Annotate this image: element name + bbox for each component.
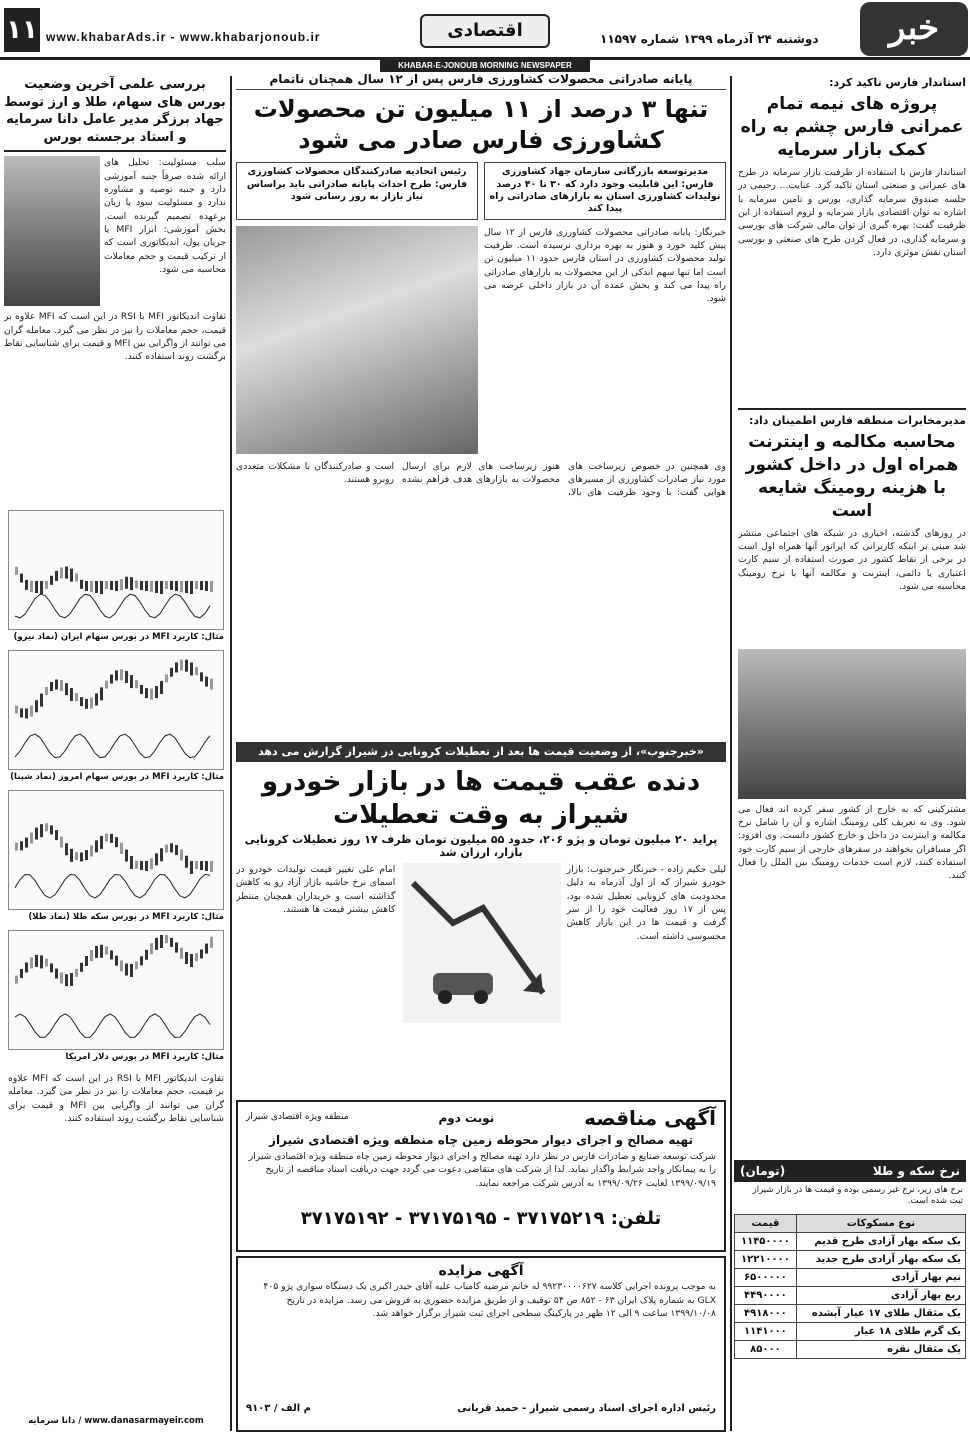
candle xyxy=(100,687,103,700)
candle xyxy=(200,672,203,681)
candle xyxy=(205,581,208,591)
issue-date: دوشنبه ۲۴ آذرماه ۱۳۹۹ شماره ۱۱۵۹۷ xyxy=(600,32,819,46)
table-row xyxy=(735,1341,966,1359)
tender-body: شرکت توسعه صنایع و صادرات فارس در نظر دارد تهیه مصالح و اجرای دیوار محوطه زمین چاه منطقه ویژه اقتصادی شیراز را به پیمانکار واجد شرایط واگذار نماید. لذا از شرکت های متقاضی دعوت می گردد جهت دریافت اسناد مناقصه از تاریخ ۱۳۹۹/۰۹/۱۹ لغایت ۱۳۹۹/۰۹/۲۶ به آدرس شرکت مراجعه نمایند. xyxy=(248,1151,716,1189)
table-title: نرخ سکه و طلا xyxy=(872,1164,960,1178)
article-body: استاندار فارس با استفاده از ظرفیت بازار سرمایه در طرح های عمرانی و صنعتی استان تاکید کرد. عنایت... رحیمی در جلسه صندوق سرمایه گذاری، بورس و تامین سرمایه با اشاره به توان اقتصادی بازار سرمایه و لزوم استفاده از این ظرفیت گفت: بهره گیری از توان مالی شرکت های بورسی و سرمایه گذاری، در فعال کردن طرح های صنعتی و بورسی استان نقش موثری دارد. xyxy=(738,166,966,258)
article-body: در روزهای گذشته، اخباری در شبکه های اجتماعی منتشر شد مبنی بر اینکه کاربرانی که اپراتور آنها همراه اول است در برخی از نقاط کشور در صورت استفاده از سیم کارت اعتباری یا دائمی، اینترنت و مکالمه آنها با نرخ رومینگ محاسبه می شود. xyxy=(738,527,966,592)
candle xyxy=(210,861,213,872)
candle xyxy=(105,833,108,841)
mfi-line xyxy=(15,874,210,898)
candle xyxy=(160,848,163,861)
candle xyxy=(160,681,163,694)
candle xyxy=(35,955,38,967)
coin-name: ربع بهار آزادی xyxy=(796,1287,965,1305)
candle xyxy=(95,946,98,958)
candle xyxy=(70,569,73,582)
candle xyxy=(160,581,163,594)
subheadline: رئیس اتحادیه صادرکنندگان محصولات کشاورزی فارس: طرح احداث پایانه صادراتی باید براساس نیاز بازار به روز رسانی شود xyxy=(236,162,478,219)
candle xyxy=(80,580,83,589)
candle xyxy=(65,843,68,855)
coin-price: ۱۱۴۵۰۰۰۰ xyxy=(735,1233,797,1251)
candle xyxy=(40,955,43,968)
auction-ad xyxy=(236,1256,726,1432)
column-divider xyxy=(730,76,732,1431)
candle xyxy=(205,861,208,871)
mfi-chart xyxy=(8,790,224,910)
candle xyxy=(195,581,198,589)
chart-caption: مثال: کاربرد MFI در بورس سهام امروز (نماد شپنا) xyxy=(10,772,224,782)
author-photo xyxy=(4,156,100,306)
auction-code: م الف / ۹۱۰۳ xyxy=(246,1403,311,1415)
table-row xyxy=(735,1305,966,1323)
phone-numbers[interactable]: ۳۷۱۷۵۲۱۹ - ۳۷۱۷۵۱۹۵ - ۳۷۱۷۵۱۹۲ xyxy=(300,1208,605,1229)
candle xyxy=(30,833,33,844)
candle xyxy=(150,858,153,869)
table-row xyxy=(735,1269,966,1287)
candle xyxy=(125,671,128,683)
candle xyxy=(85,956,88,966)
candle xyxy=(175,662,178,672)
candle xyxy=(185,581,188,593)
candle xyxy=(180,660,183,671)
article-body: خبرنگار: پایانه صادراتی محصولات کشاورزی فارس از ۱۲ سال پیش کلید خورد و هنوز به بهره برداری نرسیده است. ظرفیت تولید محصولات کشاورزی در استان فارس حدود ۱۱ میلیون تن است اما تنها سهم اندکی از این محصولات به بازارهای صادراتی راه پیدا می کند و بخش عمده آن در بازار داخلی عرضه می شود. xyxy=(484,226,726,305)
candle xyxy=(190,861,193,874)
candle xyxy=(145,688,148,698)
subheadline: مدیرتوسعه بازرگانی سازمان جهاد کشاورزی فارس: این قابلیت وجود دارد که ۳۰ تا ۴۰ درصد تولیدات کشاورزی استان به بازارهای صادراتی راه پیدا کند xyxy=(484,162,726,219)
coin-price: ۸۵۰۰۰ xyxy=(735,1341,797,1359)
tender-round: نوبت دوم xyxy=(438,1111,495,1125)
candle xyxy=(175,943,178,953)
candle xyxy=(55,830,58,840)
coin-name: نیم بهار آزادی xyxy=(796,1269,965,1287)
article-body: تفاوت اندیکاتور MFI با RSI در این است که MFI علاوه بر قیمت، حجم معاملات را نیز در نظر می گیرد. معامله گران می توانند از واگرایی بین MFI و قیمت برای شناسایی نقاط برگشت روند استفاده کنند. xyxy=(4,311,226,363)
candle xyxy=(135,961,138,969)
candle xyxy=(190,954,193,967)
chart-caption: مثال: کاربرد MFI در بورس سکه طلا (نماد طلا) xyxy=(28,912,224,922)
auction-title: آگهی مزایده xyxy=(438,1263,524,1279)
candle xyxy=(85,850,88,860)
candle xyxy=(140,956,143,965)
newspaper-logo: خبر xyxy=(860,2,968,56)
chart-caption: مثال: کاربرد MFI در بورس دلار امریکا xyxy=(65,1052,224,1062)
candle xyxy=(100,945,103,958)
coin-name: یک سکه بهار آزادی طرح جدید xyxy=(796,1251,965,1269)
candle xyxy=(200,861,203,870)
masthead xyxy=(0,0,970,60)
candle xyxy=(185,856,188,868)
english-subtitle: KHABAR-E-JONOUB MORNING NEWSPAPER xyxy=(380,60,590,72)
candle xyxy=(155,938,158,950)
candle xyxy=(65,974,68,986)
mfi-chart xyxy=(8,510,224,630)
article-headline: پروژه های نیمه تمام عمرانی فارس چشم به راه کمک بازار سرمایه xyxy=(740,94,964,160)
candle xyxy=(210,937,213,948)
coin-name: یک مثقال طلای ۱۷ عیار آبشده xyxy=(796,1305,965,1323)
candle xyxy=(130,964,133,977)
candle xyxy=(95,581,98,593)
candle xyxy=(25,708,28,718)
candle xyxy=(205,677,208,687)
article-body: سلب مسئولیت: تحلیل های ارائه شده صرفاً جنبه آموزشی دارد و جنبه توصیه و مشاوره ندارد و مسئولیت سود یا زیان برعهده تصمیم گیرنده است. بخش آموزشی: ابزار MFI یا جریان پول، اندیکاتوری است که از ترکیب قیمت و حجم معاملات محاسبه می شود. xyxy=(104,157,226,275)
candle xyxy=(90,950,93,961)
candle xyxy=(75,852,78,860)
candle xyxy=(15,706,18,714)
candle xyxy=(60,680,63,691)
candle xyxy=(190,663,193,676)
candle xyxy=(180,581,183,592)
article-headline: تنها ۳ درصد از ۱۱ میلیون تن محصولات کشاورزی فارس صادر می شود xyxy=(253,95,709,155)
candle xyxy=(145,861,148,871)
candle xyxy=(70,973,73,986)
mfi-line xyxy=(15,734,210,758)
candle xyxy=(110,950,113,959)
candle xyxy=(185,660,188,672)
candle xyxy=(70,849,73,862)
candle xyxy=(25,580,28,590)
candle xyxy=(110,675,113,684)
candle xyxy=(165,935,168,943)
candle xyxy=(20,574,23,583)
auction-body: به موجب پرونده اجرایی کلاسه ۹۹۲۳۰۰۰۰۶۲۷ له خانم مرضیه کامیاب علیه آقای حیدر اکبری یک دستگاه سواری پژو ۴۰۵ GLX به شماره پلاک ایران ۶۳ - ۸۵۲ ص ۵۴ توقیف و از طریق مزایده حضوری به فروش می رسد. مزایده در تاریخ ۱۳۹۹/۱۰/۰۸ ساعت ۹ الی ۱۲ ظهر در پارکینگ سطحی اجرای ثبت شیراز برگزار خواهد شد. xyxy=(263,1281,716,1319)
candle xyxy=(55,680,58,690)
candle xyxy=(180,849,183,860)
candle xyxy=(90,581,93,592)
candle xyxy=(80,963,83,972)
candle xyxy=(60,567,63,578)
candle xyxy=(40,694,43,707)
candle xyxy=(35,700,38,712)
candle xyxy=(100,581,103,594)
candle xyxy=(100,836,103,849)
candle xyxy=(80,697,83,706)
website-url[interactable]: www.khabarAds.ir - www.khabarjonoub.ir xyxy=(46,30,321,44)
candle xyxy=(60,973,63,984)
mfi-chart xyxy=(8,930,224,1050)
candle xyxy=(135,680,138,688)
mfi-chart xyxy=(8,650,224,770)
mfi-line xyxy=(15,594,210,618)
tender-title: آگهی مناقصه xyxy=(584,1106,716,1130)
candle xyxy=(115,671,118,681)
candle xyxy=(30,706,33,717)
page-number: ۱۱ xyxy=(4,8,40,52)
article-body: امام علی تغییر قیمت تولیدات خودرو در اسمای نرخ حاشیه بازار آزاد رو به کاهش گذاشته است و خریداران همچنان منتظر کاهش بیشتر قیمت ها هستند. xyxy=(236,864,396,916)
candle xyxy=(115,837,118,847)
coin-name: یک گرم طلای ۱۸ عیار xyxy=(796,1323,965,1341)
candle xyxy=(35,828,38,840)
candle xyxy=(135,580,138,588)
price-drop-icon xyxy=(403,863,561,1023)
table-row xyxy=(735,1287,966,1305)
coin-price: ۱۱۴۱۰۰۰ xyxy=(735,1323,797,1341)
candle xyxy=(165,845,168,853)
candle xyxy=(65,567,68,579)
candle xyxy=(110,834,113,843)
candle xyxy=(175,845,178,855)
candle xyxy=(45,687,48,695)
candle xyxy=(50,963,53,972)
candle xyxy=(30,581,33,592)
candle xyxy=(200,581,203,590)
right-column xyxy=(738,76,966,1156)
candle xyxy=(105,681,108,689)
coin-price: ۱۲۲۱۰۰۰۰ xyxy=(735,1251,797,1269)
candle xyxy=(20,969,23,978)
table-row xyxy=(735,1233,966,1251)
candle xyxy=(65,683,68,695)
article-kicker: مدیرمخابرات منطقه فارس اطمینان داد: xyxy=(748,413,966,427)
candle xyxy=(45,959,48,967)
col-price: قیمت xyxy=(735,1215,797,1233)
article-kicker: استاندار فارس تاکید کرد: xyxy=(829,76,966,89)
candle xyxy=(120,579,123,590)
official-photo xyxy=(738,649,966,799)
tender-ad xyxy=(236,1100,726,1252)
candle xyxy=(110,581,113,590)
candle xyxy=(105,946,108,954)
candle xyxy=(170,843,173,852)
candle xyxy=(205,944,208,954)
candle xyxy=(25,838,28,848)
candle xyxy=(95,693,98,705)
candle xyxy=(25,962,28,972)
candle xyxy=(130,856,133,869)
candle xyxy=(15,567,18,575)
candle xyxy=(210,679,213,690)
candle xyxy=(130,577,133,590)
candle xyxy=(170,581,173,590)
candle xyxy=(195,861,198,869)
candle xyxy=(15,976,18,984)
candle xyxy=(210,581,213,592)
candle xyxy=(145,950,148,960)
candle xyxy=(150,943,153,954)
candle xyxy=(55,571,58,581)
candle xyxy=(80,852,83,861)
candle xyxy=(45,581,48,589)
candle xyxy=(50,576,53,585)
candle xyxy=(170,668,173,677)
car-article xyxy=(236,764,726,1112)
candle xyxy=(35,581,38,593)
candle xyxy=(155,853,158,865)
candle xyxy=(95,840,98,852)
candle xyxy=(130,675,133,688)
table-row xyxy=(735,1251,966,1269)
article-headline: بررسی علمی آخرین وضعیت بورس های سهام، طلا و ارز توسط جهاد برزگر مدیر عامل دانا سرمایه و استاد برجسته بورس xyxy=(4,76,226,152)
candle xyxy=(145,581,148,591)
article-kicker: پایانه صادراتی محصولات کشاورزی فارس پس از ۱۲ سال همچنان ناتمام xyxy=(236,72,726,90)
coin-price: ۴۹۱۸۰۰۰ xyxy=(735,1305,797,1323)
candle xyxy=(45,823,48,831)
candle xyxy=(90,698,93,709)
candle xyxy=(50,682,53,691)
candle xyxy=(40,824,43,837)
article-banner: «خبرجنوب»، از وضعیت قیمت ها بعد از تعطیلات کرونایی در شیراز گزارش می دهد xyxy=(236,742,726,762)
candle xyxy=(85,581,88,591)
candle xyxy=(190,581,193,594)
subheadline: پراید ۲۰ میلیون تومان و پژو ۲۰۶، حدود ۵۵ میلیون تومان ظرف ۱۷ روز تعطیلات کرونایی بازار، ارزان شد xyxy=(244,833,718,859)
article-headline: دنده عقب قیمت ها در بازار خودرو شیراز به وقت تعطیلات xyxy=(261,767,701,830)
article-body: مشترکینی که به خارج از کشور سفر کرده اند فعال می شود. وی به تعریف کلی رومینگ اشاره و آن را شامل نرخ مکالمه و اینترنت در داخل و خارج کشور دانست. وی افزود: اگر مسافران بخواهند در سفرهای خارجی از سیم کارت خود استفاده کنند، لازم است خدمات رومینگ بین الملل را فعال کنند. xyxy=(738,803,966,882)
candle xyxy=(55,969,58,979)
coin-price: ۴۴۹۰۰۰۰ xyxy=(735,1287,797,1305)
candle xyxy=(175,581,178,591)
candle xyxy=(20,708,23,717)
candle xyxy=(195,667,198,675)
candle xyxy=(140,685,143,694)
column-divider xyxy=(230,76,232,1431)
candle xyxy=(150,689,153,700)
candle xyxy=(20,841,23,850)
mfi-line xyxy=(15,1014,210,1037)
contact-info[interactable]: www.danasarmayeir.com / دانا سرمایه xyxy=(28,1416,204,1426)
candle xyxy=(160,935,163,948)
gold-price-table xyxy=(734,1160,966,1432)
candle xyxy=(125,964,128,976)
table-row xyxy=(735,1323,966,1341)
candle xyxy=(115,581,118,591)
candle xyxy=(125,850,128,862)
candle xyxy=(120,669,123,680)
candle xyxy=(195,953,198,961)
candle xyxy=(140,581,143,590)
candle xyxy=(75,693,78,701)
candle xyxy=(15,843,18,851)
candle xyxy=(165,674,168,682)
candle xyxy=(70,688,73,701)
candle xyxy=(115,956,118,966)
article-body: وی همچنین در خصوص زیرساخت های مورد نیاز صادرات کشاورزی از مسیرهای هوایی گفت: با وجود ظرفیت های بالا، هنوز زیرساخت های لازم برای ارسال محصولات به بازارهای هدف فراهم نشده است و صادرکنندگان با مشکلات متعددی روبرو هستند. xyxy=(236,460,726,499)
article-body: لیلی حکیم زاده - خبرنگار خبرجنوب: بازار خودرو شیراز که از اول آذرماه به دلیل محدودیت های کرونایی تعطیل شده بود، پس از ۱۷ روز فعالیت خود را از سر گرفت و قیمت ها در این بازار کاهش محسوسی داشته است. xyxy=(566,864,726,942)
candle xyxy=(155,686,158,698)
candle xyxy=(60,837,63,848)
candle xyxy=(185,952,188,964)
candle xyxy=(180,948,183,959)
candle xyxy=(125,577,128,589)
candle xyxy=(120,960,123,971)
tender-org: منطقه ویژه اقتصادی شیراز xyxy=(246,1112,349,1123)
candle xyxy=(40,581,43,594)
chart-caption: مثال: کاربرد MFI در بورس سهام ایران (نماد نیرو) xyxy=(13,632,224,642)
candle xyxy=(85,699,88,709)
candle xyxy=(120,843,123,854)
candle xyxy=(165,581,168,589)
candle xyxy=(155,581,158,593)
phone-label: تلفن: xyxy=(610,1208,662,1229)
candle xyxy=(135,861,138,869)
tender-subject: تهیه مصالح و اجرای دیوار محوطه زمین چاه منطقه ویژه اقتصادی شیراز xyxy=(269,1133,693,1147)
candle xyxy=(75,969,78,977)
candle xyxy=(75,573,78,581)
candle xyxy=(200,949,203,958)
article-body: تفاوت اندیکاتور MFI با RSI در این است که MFI علاوه بر قیمت، حجم معاملات را نیز در نظر می گیرد. معامله گران می توانند از واگرایی بین MFI و قیمت برای شناسایی نقاط برگشت روند استفاده کنند. xyxy=(8,1073,224,1125)
candle xyxy=(90,846,93,857)
coin-price: ۶۵۰۰۰۰۰ xyxy=(735,1269,797,1287)
table-note: نرخ های زیر، نرخ غیر رسمی بوده و قیمت ها در بازار شیراز ثبت شده است. xyxy=(752,1185,963,1207)
col-name: نوع مسکوکات xyxy=(796,1215,965,1233)
coin-name: یک مثقال نقره xyxy=(796,1341,965,1359)
candle xyxy=(150,581,153,592)
section-label: اقتصادی xyxy=(420,14,550,48)
candle xyxy=(30,957,33,968)
candle xyxy=(105,581,108,589)
table-unit: (تومان) xyxy=(740,1164,786,1178)
car-illustration xyxy=(401,863,560,1112)
candle xyxy=(140,861,143,870)
produce-photo xyxy=(236,226,478,454)
auction-signer: رئیس اداره اجرای اسناد رسمی شیراز - حمید قربانی xyxy=(457,1403,716,1415)
coin-name: یک سکه بهار آزادی طرح قدیم xyxy=(796,1233,965,1251)
article-headline: محاسبه مکالمه و اینترنت همراه اول در داخل کشور با هزینه رومینگ شایعه است xyxy=(745,431,959,521)
candle xyxy=(50,825,53,834)
candle xyxy=(170,938,173,947)
